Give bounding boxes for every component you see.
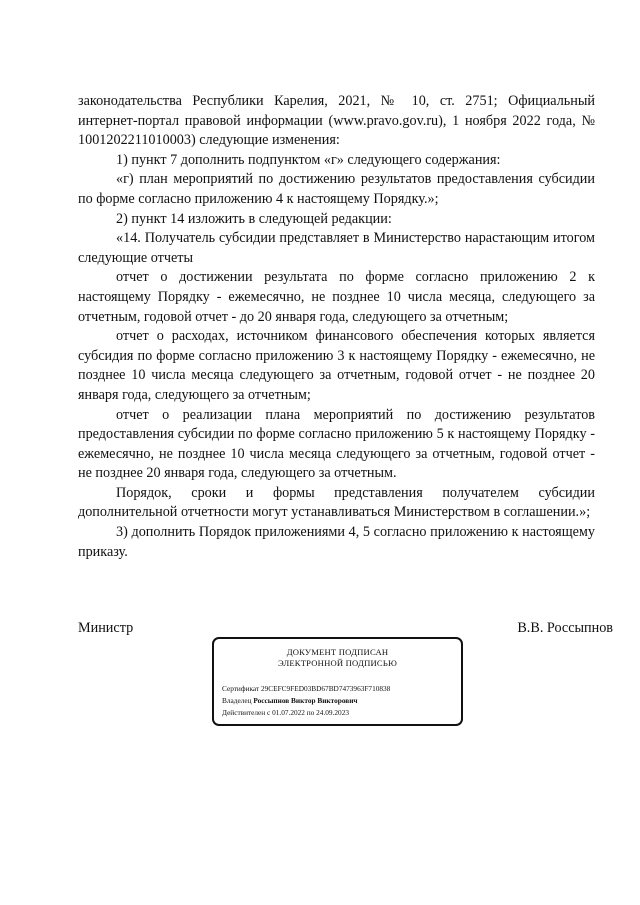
- paragraph-subitem-g: «г) план мероприятий по достижению результатов предоставления субсидии по форме согласно приложению 4 к настоящему Порядку.»;: [78, 171, 595, 207]
- paragraph-changes-intro: законодательства Республики Карелия, 2021, № 10, ст. 2751; Официальный интернет-портал правовой информации (www.pravo.gov.ru), 1 ноября 2022 года, № 1001202211010003) следующие изменения:: [78, 93, 595, 149]
- paragraph-item-3: 3) дополнить Порядок приложениями 4, 5 согласно приложению к настоящему приказу.: [78, 524, 595, 560]
- stamp-owner-value: Россыпнов Виктор Викторович: [253, 696, 358, 705]
- stamp-validity-label: Действителен с: [222, 708, 271, 717]
- paragraph-report-result: отчет о достижении результата по форме согласно приложению 2 к настоящему Порядку - ежемесячно, не позднее 10 числа месяца, следующего за отчетным, годовой отчет - до 20 января года, следующего за отчетным;: [78, 269, 595, 325]
- stamp-certificate-label: Сертификат: [222, 684, 260, 693]
- stamp-validity-to-label: по: [306, 708, 315, 717]
- paragraph-item-2: 2) пункт 14 изложить в следующей редакции:: [116, 210, 392, 227]
- electronic-signature-stamp: [212, 637, 463, 726]
- signatory-name: В.В. Россыпнов: [517, 620, 613, 636]
- document-body: [78, 92, 595, 562]
- paragraph-clause-14: «14. Получатель субсидии представляет в Министерство нарастающим итогом следующие отчеты: [78, 230, 595, 266]
- paragraph-additional-reporting: Порядок, сроки и формы представления получателем субсидии дополнительной отчетности могут устанавливаться Министерством в соглашении.»;: [78, 484, 595, 521]
- stamp-certificate-value: 29CEFC9FED03BD67BD7473963F710838: [260, 684, 391, 693]
- stamp-validity-line: [222, 708, 349, 717]
- paragraph-report-expenses: отчет о расходах, источником финансового обеспечения которых является субсидия по форме согласно приложению 3 к настоящему Порядку - ежемесячно, не позднее 10 числа месяца следующего за отчетным, годовой отчет - не позднее 20 января года, следующего за отчетным;: [78, 328, 595, 403]
- stamp-title: [214, 647, 461, 669]
- signatory-position: Министр: [78, 620, 134, 636]
- stamp-certificate-line: [222, 684, 390, 693]
- paragraph-report-plan: отчет о реализации плана мероприятий по достижению результатов предоставления субсидии по форме согласно приложению 5 к настоящему Порядку - ежемесячно, не позднее 10 числа месяца следующего за отчетным, годовой отчет - не позднее 20 января года, следующего за отчетным.: [78, 406, 595, 482]
- stamp-valid-to: 24.09.2023: [316, 708, 349, 717]
- stamp-title-line-2: ЭЛЕКТРОННОЙ ПОДПИСЬЮ: [277, 658, 397, 668]
- stamp-owner-label: Владелец: [222, 696, 252, 705]
- stamp-title-line-1: ДОКУМЕНТ ПОДПИСАН: [286, 647, 389, 657]
- stamp-owner-line: [222, 696, 358, 705]
- stamp-valid-from: 01.07.2022: [272, 708, 305, 717]
- paragraph-item-1: 1) пункт 7 дополнить подпунктом «г» следующего содержания:: [116, 151, 501, 168]
